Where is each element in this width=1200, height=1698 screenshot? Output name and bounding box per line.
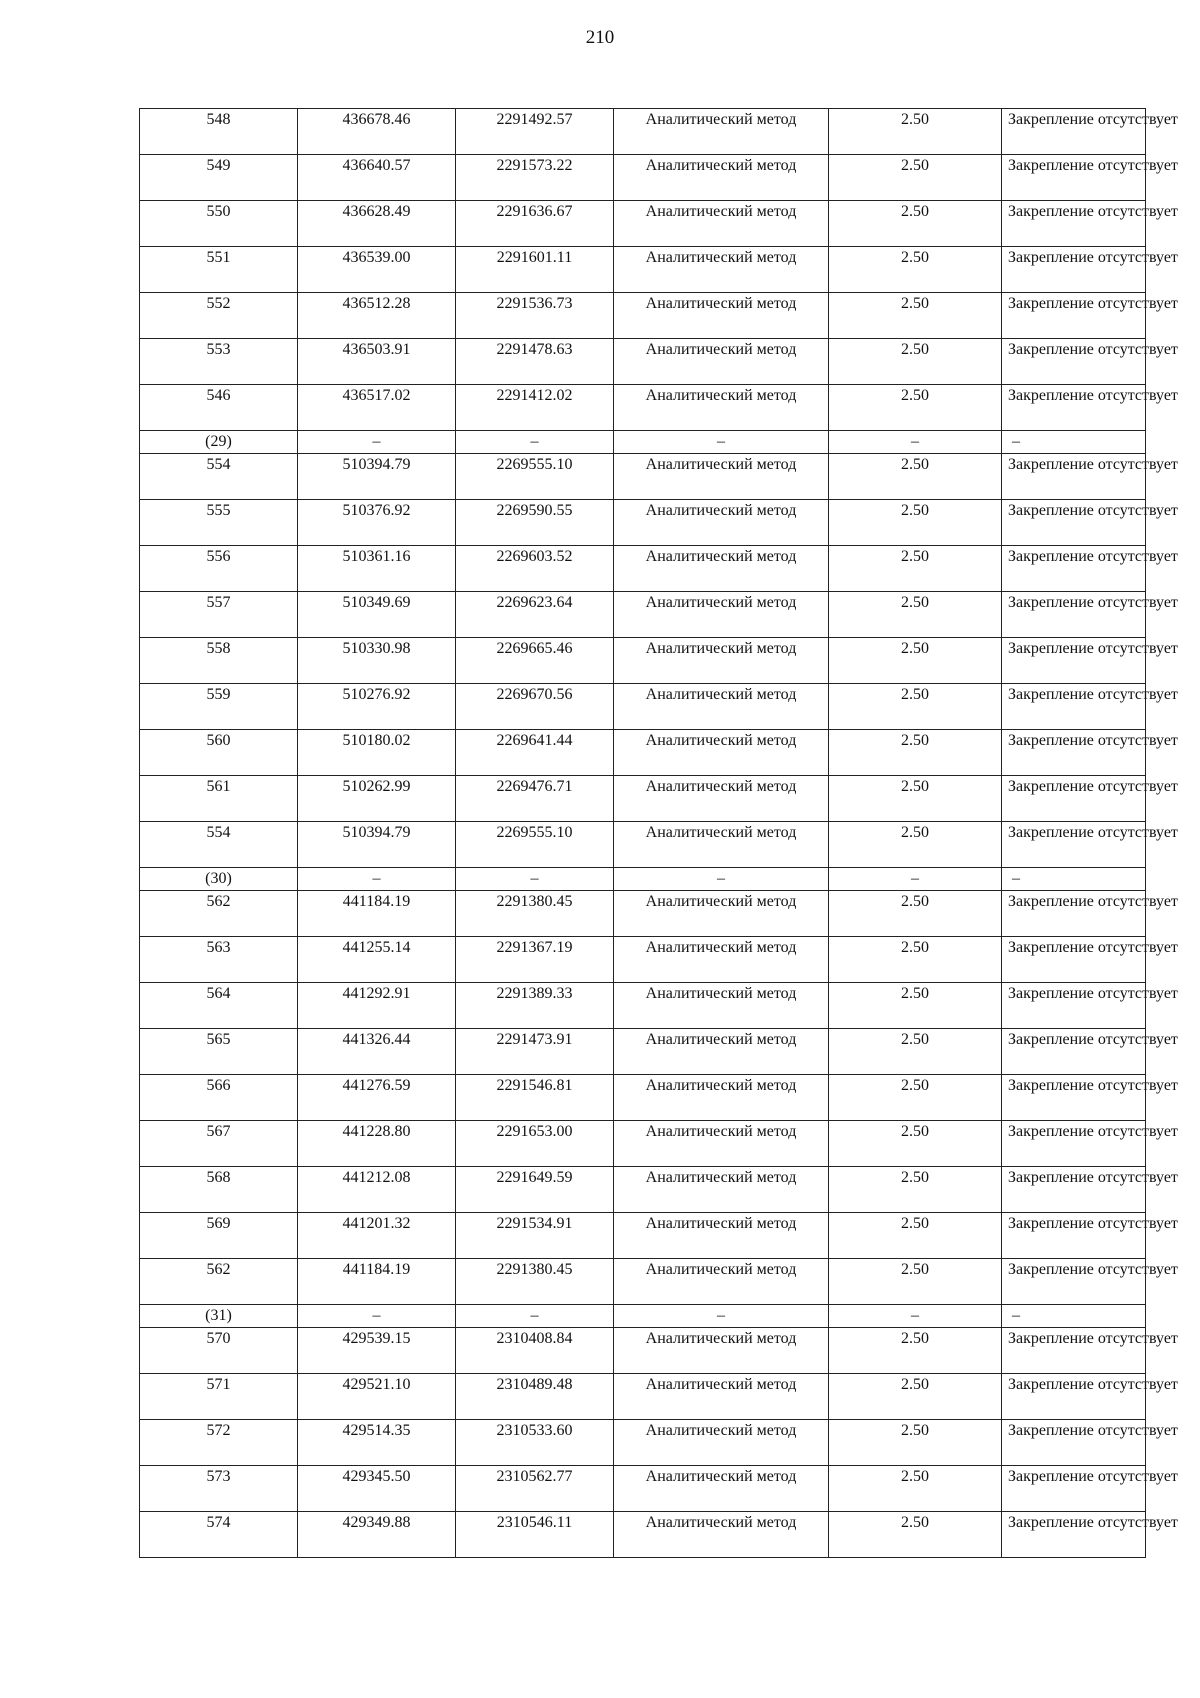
accuracy-cell: 2.50 [829,983,1002,1029]
accuracy-cell: – [829,868,1002,891]
fixing-cell: Закрепление отсутствует [1002,1259,1146,1305]
accuracy-cell: 2.50 [829,1075,1002,1121]
fixing-cell: Закрепление отсутствует [1002,1075,1146,1121]
accuracy-cell: 2.50 [829,937,1002,983]
accuracy-cell: 2.50 [829,1466,1002,1512]
point-number-cell: 569 [140,1213,298,1259]
accuracy-cell: 2.50 [829,155,1002,201]
fixing-cell: Закрепление отсутствует [1002,1121,1146,1167]
fixing-cell: Закрепление отсутствует [1002,937,1146,983]
x-coordinate-cell: 510394.79 [298,822,456,868]
fixing-cell: Закрепление отсутствует [1002,983,1146,1029]
accuracy-cell: 2.50 [829,1420,1002,1466]
fixing-cell: Закрепление отсутствует [1002,454,1146,500]
fixing-cell: Закрепление отсутствует [1002,1420,1146,1466]
method-cell: Аналитический метод [614,1121,829,1167]
point-number-cell: 555 [140,500,298,546]
method-cell: Аналитический метод [614,454,829,500]
y-coordinate-cell: – [456,868,614,891]
y-coordinate-cell: 2269590.55 [456,500,614,546]
coordinates-table [139,108,1178,1558]
y-coordinate-cell: 2291536.73 [456,293,614,339]
fixing-cell: Закрепление отсутствует [1002,684,1146,730]
point-number-cell: 573 [140,1466,298,1512]
point-number-cell: 557 [140,592,298,638]
point-number-cell: 558 [140,638,298,684]
x-coordinate-cell: – [298,1305,456,1328]
table-row [140,339,1146,385]
x-coordinate-cell: 429349.88 [298,1512,456,1558]
fixing-cell: Закрепление отсутствует [1002,546,1146,592]
point-number-cell: 549 [140,155,298,201]
fixing-cell: Закрепление отсутствует [1002,1213,1146,1259]
x-coordinate-cell: 436517.02 [298,385,456,431]
point-number-cell: 563 [140,937,298,983]
y-coordinate-cell: 2291649.59 [456,1167,614,1213]
coordinates-table-body [140,109,1178,1558]
y-coordinate-cell: 2269665.46 [456,638,614,684]
table-row [140,293,1146,339]
table-row [140,684,1146,730]
table-row [140,638,1146,684]
accuracy-cell: 2.50 [829,109,1002,155]
y-coordinate-cell: 2291412.02 [456,385,614,431]
accuracy-cell: 2.50 [829,500,1002,546]
accuracy-cell: 2.50 [829,247,1002,293]
accuracy-cell: 2.50 [829,730,1002,776]
method-cell: Аналитический метод [614,1512,829,1558]
point-number-cell: 553 [140,339,298,385]
point-number-cell: 551 [140,247,298,293]
accuracy-cell: 2.50 [829,1167,1002,1213]
x-coordinate-cell: 441184.19 [298,891,456,937]
table-row [140,385,1146,431]
table-row [140,1121,1146,1167]
y-coordinate-cell: 2291478.63 [456,339,614,385]
y-coordinate-cell: 2310562.77 [456,1466,614,1512]
accuracy-cell: 2.50 [829,1512,1002,1558]
x-coordinate-cell: 436503.91 [298,339,456,385]
table-row [140,776,1146,822]
accuracy-cell: 2.50 [829,201,1002,247]
y-coordinate-cell: 2269555.10 [456,454,614,500]
fixing-cell: Закрепление отсутствует [1002,500,1146,546]
x-coordinate-cell: 429345.50 [298,1466,456,1512]
x-coordinate-cell: 510180.02 [298,730,456,776]
method-cell: Аналитический метод [614,293,829,339]
table-row [140,1328,1146,1374]
y-coordinate-cell: 2291573.22 [456,155,614,201]
table-row [140,201,1146,247]
fixing-cell: Закрепление отсутствует [1002,385,1146,431]
method-cell: Аналитический метод [614,155,829,201]
x-coordinate-cell: 436512.28 [298,293,456,339]
x-coordinate-cell: 510349.69 [298,592,456,638]
x-coordinate-cell: – [298,431,456,454]
y-coordinate-cell: 2291653.00 [456,1121,614,1167]
table-row [140,730,1146,776]
method-cell: Аналитический метод [614,1075,829,1121]
y-coordinate-cell: 2291492.57 [456,109,614,155]
fixing-cell: – [1002,1305,1146,1328]
contour-separator-row [140,868,1146,891]
point-number-cell: 565 [140,1029,298,1075]
fixing-cell: – [1002,868,1146,891]
table-row [140,109,1146,155]
fixing-cell: Закрепление отсутствует [1002,247,1146,293]
point-number-cell: 562 [140,1259,298,1305]
accuracy-cell: 2.50 [829,684,1002,730]
table-row [140,1512,1146,1558]
accuracy-cell: – [829,431,1002,454]
y-coordinate-cell: 2310489.48 [456,1374,614,1420]
y-coordinate-cell: 2310546.11 [456,1512,614,1558]
x-coordinate-cell: 429521.10 [298,1374,456,1420]
method-cell: Аналитический метод [614,109,829,155]
point-number-cell: 552 [140,293,298,339]
x-coordinate-cell: 429514.35 [298,1420,456,1466]
table-row [140,247,1146,293]
accuracy-cell: 2.50 [829,592,1002,638]
method-cell: Аналитический метод [614,1328,829,1374]
point-number-cell: 548 [140,109,298,155]
point-number-cell: 561 [140,776,298,822]
method-cell: – [614,431,829,454]
fixing-cell: Закрепление отсутствует [1002,776,1146,822]
method-cell: Аналитический метод [614,822,829,868]
accuracy-cell: 2.50 [829,1213,1002,1259]
x-coordinate-cell: 510394.79 [298,454,456,500]
x-coordinate-cell: 436640.57 [298,155,456,201]
point-number-cell: 571 [140,1374,298,1420]
x-coordinate-cell: 436628.49 [298,201,456,247]
method-cell: Аналитический метод [614,1374,829,1420]
fixing-cell: Закрепление отсутствует [1002,1466,1146,1512]
point-number-cell: 562 [140,891,298,937]
point-number-cell: (29) [140,431,298,454]
method-cell: Аналитический метод [614,684,829,730]
fixing-cell: Закрепление отсутствует [1002,1029,1146,1075]
x-coordinate-cell: – [298,868,456,891]
method-cell: Аналитический метод [614,201,829,247]
x-coordinate-cell: 510376.92 [298,500,456,546]
x-coordinate-cell: 441255.14 [298,937,456,983]
x-coordinate-cell: 441212.08 [298,1167,456,1213]
table-row [140,1259,1146,1305]
accuracy-cell: 2.50 [829,1374,1002,1420]
table-row [140,1466,1146,1512]
method-cell: Аналитический метод [614,638,829,684]
fixing-cell: Закрепление отсутствует [1002,822,1146,868]
table-row [140,155,1146,201]
table-row [140,546,1146,592]
point-number-cell: 546 [140,385,298,431]
accuracy-cell: 2.50 [829,546,1002,592]
point-number-cell: 568 [140,1167,298,1213]
method-cell: Аналитический метод [614,1167,829,1213]
fixing-cell: Закрепление отсутствует [1002,293,1146,339]
method-cell: Аналитический метод [614,500,829,546]
table-row [140,1029,1146,1075]
accuracy-cell: 2.50 [829,1029,1002,1075]
point-number-cell: 567 [140,1121,298,1167]
y-coordinate-cell: 2291473.91 [456,1029,614,1075]
point-number-cell: 554 [140,454,298,500]
y-coordinate-cell: 2269670.56 [456,684,614,730]
x-coordinate-cell: 441292.91 [298,983,456,1029]
point-number-cell: (30) [140,868,298,891]
fixing-cell: Закрепление отсутствует [1002,201,1146,247]
y-coordinate-cell: 2291601.11 [456,247,614,293]
table-row [140,1167,1146,1213]
fixing-cell: Закрепление отсутствует [1002,1512,1146,1558]
point-number-cell: 566 [140,1075,298,1121]
point-number-cell: 572 [140,1420,298,1466]
x-coordinate-cell: 510276.92 [298,684,456,730]
point-number-cell: 550 [140,201,298,247]
method-cell: Аналитический метод [614,983,829,1029]
method-cell: Аналитический метод [614,891,829,937]
table-row [140,1213,1146,1259]
x-coordinate-cell: 436678.46 [298,109,456,155]
accuracy-cell: 2.50 [829,454,1002,500]
table-row [140,1075,1146,1121]
x-coordinate-cell: 441184.19 [298,1259,456,1305]
table-row [140,891,1146,937]
method-cell: – [614,868,829,891]
fixing-cell: Закрепление отсутствует [1002,638,1146,684]
x-coordinate-cell: 510330.98 [298,638,456,684]
contour-separator-row [140,431,1146,454]
point-number-cell: (31) [140,1305,298,1328]
method-cell: Аналитический метод [614,546,829,592]
y-coordinate-cell: 2291380.45 [456,1259,614,1305]
fixing-cell: Закрепление отсутствует [1002,109,1146,155]
y-coordinate-cell: 2310533.60 [456,1420,614,1466]
accuracy-cell: 2.50 [829,1328,1002,1374]
y-coordinate-cell: 2291389.33 [456,983,614,1029]
table-row [140,454,1146,500]
fixing-cell: Закрепление отсутствует [1002,1167,1146,1213]
fixing-cell: Закрепление отсутствует [1002,155,1146,201]
y-coordinate-cell: 2269641.44 [456,730,614,776]
method-cell: Аналитический метод [614,730,829,776]
y-coordinate-cell: 2269623.64 [456,592,614,638]
y-coordinate-cell: – [456,1305,614,1328]
fixing-cell: Закрепление отсутствует [1002,339,1146,385]
accuracy-cell: 2.50 [829,1259,1002,1305]
x-coordinate-cell: 441228.80 [298,1121,456,1167]
x-coordinate-cell: 441276.59 [298,1075,456,1121]
method-cell: Аналитический метод [614,776,829,822]
point-number-cell: 570 [140,1328,298,1374]
accuracy-cell: 2.50 [829,776,1002,822]
fixing-cell: Закрепление отсутствует [1002,891,1146,937]
table-row [140,1374,1146,1420]
x-coordinate-cell: 429539.15 [298,1328,456,1374]
y-coordinate-cell: – [456,431,614,454]
y-coordinate-cell: 2269476.71 [456,776,614,822]
table-row [140,500,1146,546]
accuracy-cell: 2.50 [829,1121,1002,1167]
fixing-cell: – [1002,431,1146,454]
accuracy-cell: 2.50 [829,891,1002,937]
method-cell: – [614,1305,829,1328]
accuracy-cell: 2.50 [829,822,1002,868]
x-coordinate-cell: 510262.99 [298,776,456,822]
method-cell: Аналитический метод [614,385,829,431]
y-coordinate-cell: 2310408.84 [456,1328,614,1374]
method-cell: Аналитический метод [614,1259,829,1305]
table-row [140,822,1146,868]
accuracy-cell: 2.50 [829,293,1002,339]
y-coordinate-cell: 2291546.81 [456,1075,614,1121]
method-cell: Аналитический метод [614,592,829,638]
y-coordinate-cell: 2269603.52 [456,546,614,592]
method-cell: Аналитический метод [614,1029,829,1075]
point-number-cell: 560 [140,730,298,776]
table-row [140,983,1146,1029]
method-cell: Аналитический метод [614,1466,829,1512]
y-coordinate-cell: 2291380.45 [456,891,614,937]
table-row [140,937,1146,983]
method-cell: Аналитический метод [614,1420,829,1466]
accuracy-cell: 2.50 [829,339,1002,385]
accuracy-cell: – [829,1305,1002,1328]
y-coordinate-cell: 2269555.10 [456,822,614,868]
method-cell: Аналитический метод [614,1213,829,1259]
page-number: 210 [585,27,615,48]
fixing-cell: Закрепление отсутствует [1002,1328,1146,1374]
point-number-cell: 564 [140,983,298,1029]
point-number-cell: 556 [140,546,298,592]
method-cell: Аналитический метод [614,339,829,385]
method-cell: Аналитический метод [614,937,829,983]
point-number-cell: 554 [140,822,298,868]
table-row [140,592,1146,638]
fixing-cell: Закрепление отсутствует [1002,730,1146,776]
fixing-cell: Закрепление отсутствует [1002,592,1146,638]
point-number-cell: 574 [140,1512,298,1558]
accuracy-cell: 2.50 [829,638,1002,684]
fixing-cell: Закрепление отсутствует [1002,1374,1146,1420]
x-coordinate-cell: 510361.16 [298,546,456,592]
x-coordinate-cell: 436539.00 [298,247,456,293]
point-number-cell: 559 [140,684,298,730]
table-row [140,1420,1146,1466]
contour-separator-row [140,1305,1146,1328]
x-coordinate-cell: 441326.44 [298,1029,456,1075]
y-coordinate-cell: 2291367.19 [456,937,614,983]
x-coordinate-cell: 441201.32 [298,1213,456,1259]
y-coordinate-cell: 2291534.91 [456,1213,614,1259]
method-cell: Аналитический метод [614,247,829,293]
y-coordinate-cell: 2291636.67 [456,201,614,247]
accuracy-cell: 2.50 [829,385,1002,431]
